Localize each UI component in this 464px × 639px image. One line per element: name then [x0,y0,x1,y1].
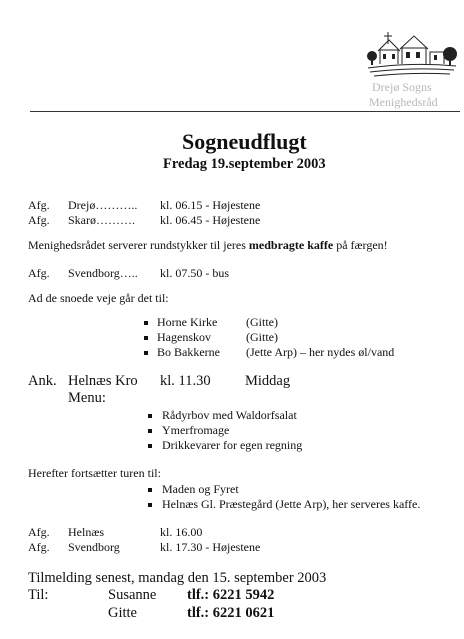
logo-name-line1: Drejø Sogns [372,80,432,94]
bullet-icon [148,444,152,448]
afternoon-stop: Helnæs Gl. Præstegård (Jette Arp), her serveres kaffe. [162,497,421,511]
departure-label: Afg. [28,213,50,227]
bullet-icon [148,429,152,433]
departure-place: Skarø………. [68,213,135,227]
route-stop-place: Horne Kirke [157,315,218,329]
arrival-meal: Middag [245,373,291,389]
departure-time: kl. 06.15 - Højestene [160,198,261,212]
departure-label: Afg. [28,266,50,280]
departure-place: Helnæs [68,525,104,539]
contact-phone: tlf.: 6221 5942 [187,587,275,603]
departure-time: kl. 07.50 - bus [160,266,229,280]
afternoon-stop: Maden og Fyret [162,482,239,496]
menu-item: Ymerfromage [162,423,230,437]
arrival-label: Ank. [28,373,57,389]
departure-time: kl. 17.30 - Højestene [160,540,261,554]
bullet-icon [144,351,148,355]
departure-label: Afg. [28,525,50,539]
church-landscape-logo [366,24,458,80]
contact-phone: tlf.: 6221 0621 [187,605,275,621]
departure-label: Afg. [28,540,50,554]
departure-label: Afg. [28,198,50,212]
departure-place: Svendborg….. [68,266,138,280]
menu-item: Drikkevarer for egen regning [162,438,303,452]
breakfast-note [28,238,388,253]
registration-deadline: Tilmelding senest, mandag den 15. september 2003 [28,570,327,586]
route-stop-place: Bo Bakkerne [157,345,220,359]
route-stop-guide: (Jette Arp) – her nydes øl/vand [246,345,395,359]
departure-place: Drejø……….. [68,198,138,212]
bullet-icon [148,488,152,492]
route-stop-guide: (Gitte) [246,315,278,329]
menu-item: Rådyrbov med Waldorfsalat [162,408,297,422]
breakfast-note-suffix: på færgen! [333,238,388,252]
contact-name: Gitte [108,605,137,621]
header-divider [30,111,460,112]
afternoon-intro: Herefter fortsætter turen til: [28,466,161,480]
departure-time: kl. 16.00 [160,525,203,539]
departure-row [28,198,50,213]
breakfast-note-bold: medbragte kaffe [248,238,334,252]
route-intro: Ad de snoede veje går det til: [28,291,169,305]
bullet-icon [144,336,148,340]
registration-label: Til: [28,587,49,603]
event-date: Fredag 19.september 2003 [163,156,326,172]
departure-time: kl. 06.45 - Højestene [160,213,261,227]
arrival-time: kl. 11.30 [160,373,211,389]
page-title: Sogneudflugt [182,129,307,154]
breakfast-note-prefix: Menighedsrådet serverer rundstykker til jeres [28,238,249,252]
logo-name-line2: Menighedsråd [369,95,438,109]
departure-place: Svendborg [68,540,120,554]
route-stop-guide: (Gitte) [246,330,278,344]
bullet-icon [144,321,148,325]
bullet-icon [148,503,152,507]
menu-label: Menu: [68,390,106,406]
arrival-place: Helnæs Kro [68,373,138,389]
bullet-icon [148,414,152,418]
contact-name: Susanne [108,587,157,603]
route-stop-place: Hagenskov [157,330,211,344]
